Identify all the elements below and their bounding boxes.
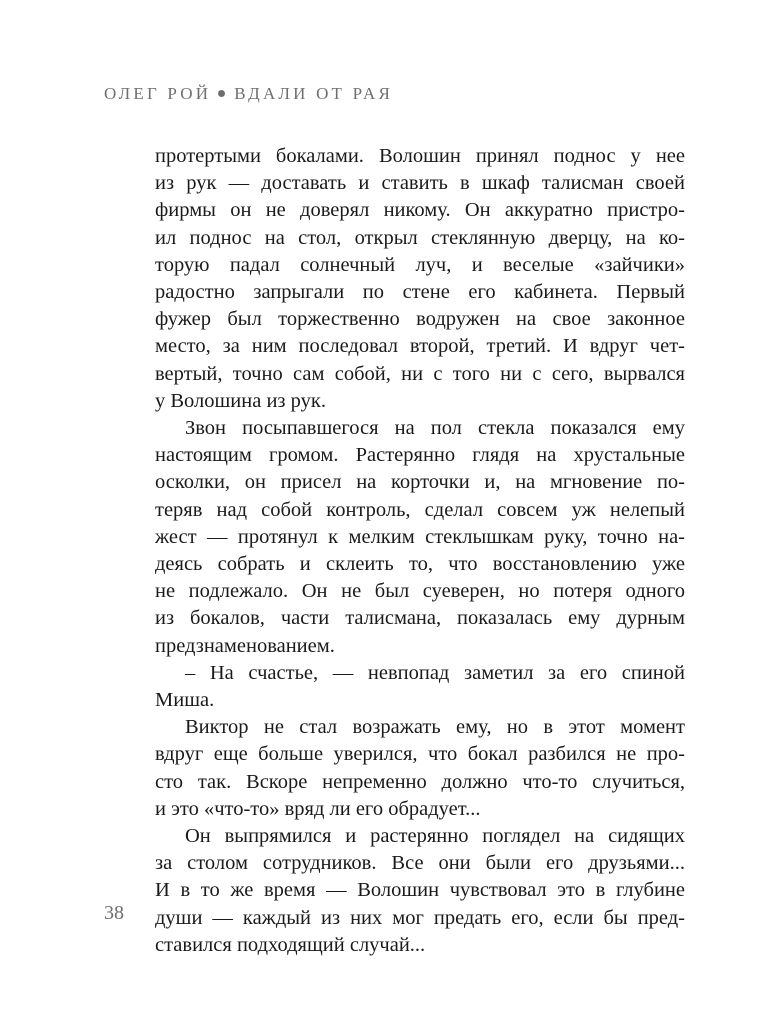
text-line: Звон посыпавшегося на пол стекла показался ему <box>185 417 685 440</box>
text-line: фирмы он не доверял никому. Он аккуратно пристро- <box>155 199 685 222</box>
text-line: протертыми бокалами. Волошин принял поднос у нее <box>155 145 685 167</box>
text-line: души — каждый из них мог предать его, если бы пред- <box>155 906 685 929</box>
text-line: Миша. <box>155 689 215 712</box>
text-line: место, за ним последовал второй, третий. И вдруг чет- <box>155 335 685 358</box>
header-bullet-icon <box>218 90 225 97</box>
text-line: И в то же время — Волошин чувствовал это в глубине <box>155 879 685 902</box>
text-line: осколки, он присел на корточки и, на мгновение по- <box>155 471 685 494</box>
header-author: ОЛЕГ РОЙ <box>104 84 212 103</box>
text-line: из рук — доставать и ставить в шкаф талисман своей <box>155 172 685 195</box>
text-line: из бокалов, части талисмана, показалась ему дурным <box>155 607 685 630</box>
text-line: Он выпрямился и растерянно поглядел на сидящих <box>185 825 685 848</box>
body-text <box>155 143 685 959</box>
text-line: вдруг еще больше уверился, что бокал разбился не про- <box>155 743 685 766</box>
text-line: предзнаменованием. <box>155 634 335 657</box>
text-line: Виктор не стал возражать ему, но в этот момент <box>185 716 685 739</box>
text-line: за столом сотрудников. Все они были его друзьями... <box>155 852 685 875</box>
text-line: вертый, точно сам собой, ни с того ни с сего, вырвался <box>155 362 685 385</box>
text-line: жест — протянул к мелким стеклышкам руку, точно на- <box>155 525 685 548</box>
text-line: торую падал солнечный луч, и веселые «зайчики» <box>155 253 685 276</box>
text-line: фужер был торжественно водружен на свое законное <box>155 308 685 331</box>
text-line: и это «что-то» вряд ли его обрадует... <box>155 797 481 820</box>
text-line: настоящим громом. Растерянно глядя на хрустальные <box>155 444 685 467</box>
running-header <box>104 84 393 104</box>
text-line: теряв над собой контроль, сделал совсем уж нелепый <box>155 498 685 521</box>
page-number: 38 <box>104 902 124 924</box>
text-line: деясь собрать и склеить то, что восстановлению уже <box>155 553 685 576</box>
text-line: ставился подходящий случай... <box>155 933 426 956</box>
text-line: не подлежало. Он не был суеверен, но потеря одного <box>155 580 685 603</box>
header-book-title: ВДАЛИ ОТ РАЯ <box>234 84 394 103</box>
text-line: у Волошина из рук. <box>155 389 326 412</box>
text-line: – На счастье, — невпопад заметил за его спиной <box>185 661 685 684</box>
text-line: ил поднос на стол, открыл стеклянную дверцу, на ко- <box>155 226 685 249</box>
text-line: радостно запрыгали по стене его кабинета. Первый <box>155 281 685 304</box>
text-line: сто так. Вскоре непременно должно что-то случиться, <box>155 770 685 793</box>
